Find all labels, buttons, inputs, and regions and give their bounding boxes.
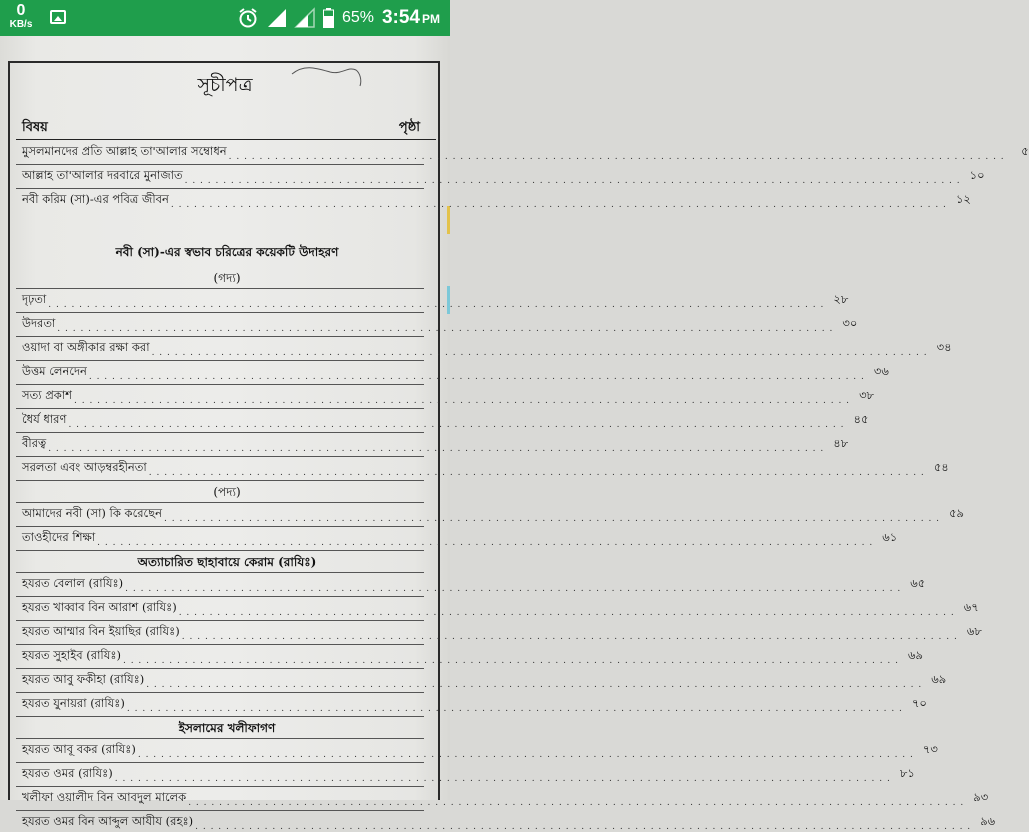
toc-item (22, 386, 875, 406)
divider (16, 456, 424, 457)
divider (16, 360, 424, 361)
page-title: সূচীপত্র (197, 74, 253, 96)
header-rule (16, 139, 436, 140)
dot-leader (229, 152, 1005, 162)
dot-leader (57, 324, 833, 334)
toc-item (22, 788, 989, 808)
divider (16, 810, 424, 811)
divider (16, 502, 424, 503)
network-speed-value: 0 (16, 2, 26, 19)
section-label: (পদ্য) (213, 485, 241, 499)
toc-item-page: ৬৫ (910, 576, 926, 590)
clock-time: 3:54 (381, 7, 420, 28)
toc-item-page: ৬৮ (966, 624, 982, 638)
toc-item-text: আমাদের নবী (সা) কি করেছেন (22, 506, 162, 520)
toc-item (22, 670, 947, 690)
toc-item-text: খলীফা ওয়ালীদ বিন আবদুল মালেক (22, 790, 187, 804)
toc-item-page: ১০ (969, 168, 985, 182)
toc-item-text: নবী করিম (সা)-এর পবিত্র জীবন (22, 192, 169, 206)
toc-item-page: ৩৬ (873, 364, 889, 378)
dot-leader (146, 680, 922, 690)
dot-leader (125, 584, 901, 594)
toc-item (22, 504, 965, 524)
toc-item (22, 646, 923, 666)
toc-item-page: ৭০ (911, 696, 927, 710)
toc-item-page: ৮১ (899, 766, 915, 780)
toc-item-page: ৫৯ (949, 506, 965, 520)
divider (16, 164, 424, 165)
toc-item-page: ৬৯ (908, 648, 923, 662)
battery-icon (323, 8, 334, 28)
toc-header (22, 118, 420, 138)
toc-item (22, 410, 869, 430)
toc-item (22, 166, 985, 186)
toc-item-page: ৩৮ (859, 388, 875, 402)
toc-item-page: ৬১ (882, 530, 898, 544)
section-label: (গদ্য) (213, 271, 241, 285)
network-speed (4, 3, 38, 30)
toc-item-page: ৯৩ (973, 790, 989, 804)
divider (16, 312, 424, 313)
toc-item (22, 528, 898, 548)
toc-item-text: হযরত ওমর বিন আব্দুল আযীয (রহঃ) (22, 814, 194, 828)
page-edge-mark (447, 206, 450, 234)
toc-item-page: ৫ (1021, 144, 1029, 158)
toc-item-text: হযরত আবু ফকীহা (রাযিঃ) (22, 672, 145, 686)
section-heading: ইসলামের খলীফাগণ (178, 721, 276, 735)
toc-item-text: ধৈর্য ধারণ (22, 412, 67, 426)
toc-item-page: ১২ (955, 192, 971, 206)
network-speed-unit: KB/s (9, 19, 33, 30)
toc-item (22, 622, 982, 642)
toc-item (22, 142, 1029, 162)
toc-item (22, 362, 889, 382)
divider (16, 408, 424, 409)
divider (16, 668, 424, 669)
scanned-page[interactable] (0, 36, 1029, 828)
toc-item-text: হযরত আম্মার বিন ইয়াছির (রাযিঃ) (22, 624, 180, 638)
divider (16, 550, 424, 551)
dot-leader (127, 704, 903, 714)
toc-item (22, 290, 849, 310)
dot-leader (185, 176, 961, 186)
toc-item-text: বীরত্ব (22, 436, 47, 450)
toc-item (22, 694, 927, 714)
status-bar (0, 0, 450, 36)
alarm-icon (237, 7, 259, 29)
toc-item-page: ২৮ (833, 292, 849, 306)
divider (16, 288, 424, 289)
toc-item-text: মুসলমানদের প্রতি আল্লাহ তা'আলার সম্বোধন (22, 144, 227, 158)
toc-item (22, 458, 949, 478)
divider (16, 692, 424, 693)
toc-item-page: ৪৫ (853, 412, 869, 426)
dot-leader (48, 300, 824, 310)
divider (16, 188, 424, 189)
divider (16, 620, 424, 621)
toc-item-page: ৯৬ (980, 814, 996, 828)
toc-item (22, 764, 915, 784)
toc-item-text: দৃঢ়তা (22, 292, 47, 306)
divider (16, 480, 424, 481)
dot-leader (48, 444, 824, 454)
toc-header-subject: বিষয় (22, 120, 48, 135)
dot-leader (149, 468, 925, 478)
toc-item-page: ৪৮ (833, 436, 849, 450)
toc-item (22, 812, 996, 832)
image-icon (50, 10, 66, 24)
dot-leader (89, 372, 865, 382)
clock-ampm: PM (422, 12, 440, 26)
dot-leader (171, 200, 947, 210)
divider (16, 596, 424, 597)
divider (16, 526, 424, 527)
divider (16, 716, 424, 717)
dot-leader (138, 750, 914, 760)
dot-leader (164, 514, 940, 524)
toc-item (22, 338, 952, 358)
battery-percent: 65% (341, 9, 374, 26)
toc-item-page: ৬৭ (963, 600, 979, 614)
divider (16, 762, 424, 763)
toc-item-page: ৩০ (842, 316, 858, 330)
toc-item-text: আল্লাহ তা'আলার দরবারে মুনাজাত (22, 168, 183, 182)
dot-leader (115, 774, 891, 784)
dot-leader (68, 420, 844, 430)
dot-leader (182, 632, 958, 642)
toc-item (22, 314, 858, 334)
toc-item-text: হযরত ওমর (রাযিঃ) (22, 766, 113, 780)
toc-item-text: হযরত খাব্বাব বিন আরাশ (রাযিঃ) (22, 600, 177, 614)
toc-item-page: ৫৪ (933, 460, 949, 474)
divider (16, 384, 424, 385)
toc-item-page: ৬৯ (931, 672, 947, 686)
toc-item (22, 574, 926, 594)
toc-item-text: হযরত সুহাইব (রাযিঃ) (22, 648, 121, 662)
toc-item-text: উত্তম লেনদেন (22, 364, 87, 378)
dot-leader (179, 608, 955, 618)
divider (16, 786, 424, 787)
dot-leader (152, 348, 928, 358)
signal-icon (267, 8, 287, 28)
dot-leader (97, 538, 873, 548)
section-heading: নবী (সা)-এর স্বভাব চরিত্রের কয়েকটি উদাহরণ (115, 245, 339, 259)
toc-item-text: সত্য প্রকাশ (22, 388, 72, 402)
dot-leader (123, 656, 899, 666)
toc-item-text: সরলতা এবং আড়ম্বরহীনতা (22, 460, 147, 474)
toc-item (22, 740, 938, 760)
divider (16, 644, 424, 645)
section-heading: অত্যাচারিত ছাহাবায়ে কেরাম (রাযিঃ) (137, 555, 317, 569)
toc-item-text: হযরত যুনায়রা (রাযিঃ) (22, 696, 125, 710)
toc-item (22, 190, 971, 210)
dot-leader (74, 396, 850, 406)
toc-item-text: তাওহীদের শিক্ষা (22, 530, 96, 544)
status-right (237, 0, 440, 36)
toc-item (22, 598, 979, 618)
toc-item (22, 434, 849, 454)
toc-item-page: ৭৩ (922, 742, 938, 756)
toc-item-text: উদরতা (22, 316, 56, 330)
dot-leader (188, 798, 964, 808)
toc-header-page: পৃষ্ঠা (398, 120, 420, 135)
dot-leader (195, 822, 971, 832)
signal-icon (295, 8, 315, 28)
divider (16, 336, 424, 337)
divider (16, 572, 424, 573)
divider (16, 738, 424, 739)
toc-item-text: ওয়াদা বা অঙ্গীকার রক্ষা করা (22, 340, 150, 354)
toc-item-page: ৩৪ (936, 340, 952, 354)
divider (16, 432, 424, 433)
clock (382, 7, 440, 29)
toc-item-text: হযরত আবূ বকর (রাযিঃ) (22, 742, 136, 756)
toc-item-text: হযরত বেলাল (রাযিঃ) (22, 576, 124, 590)
